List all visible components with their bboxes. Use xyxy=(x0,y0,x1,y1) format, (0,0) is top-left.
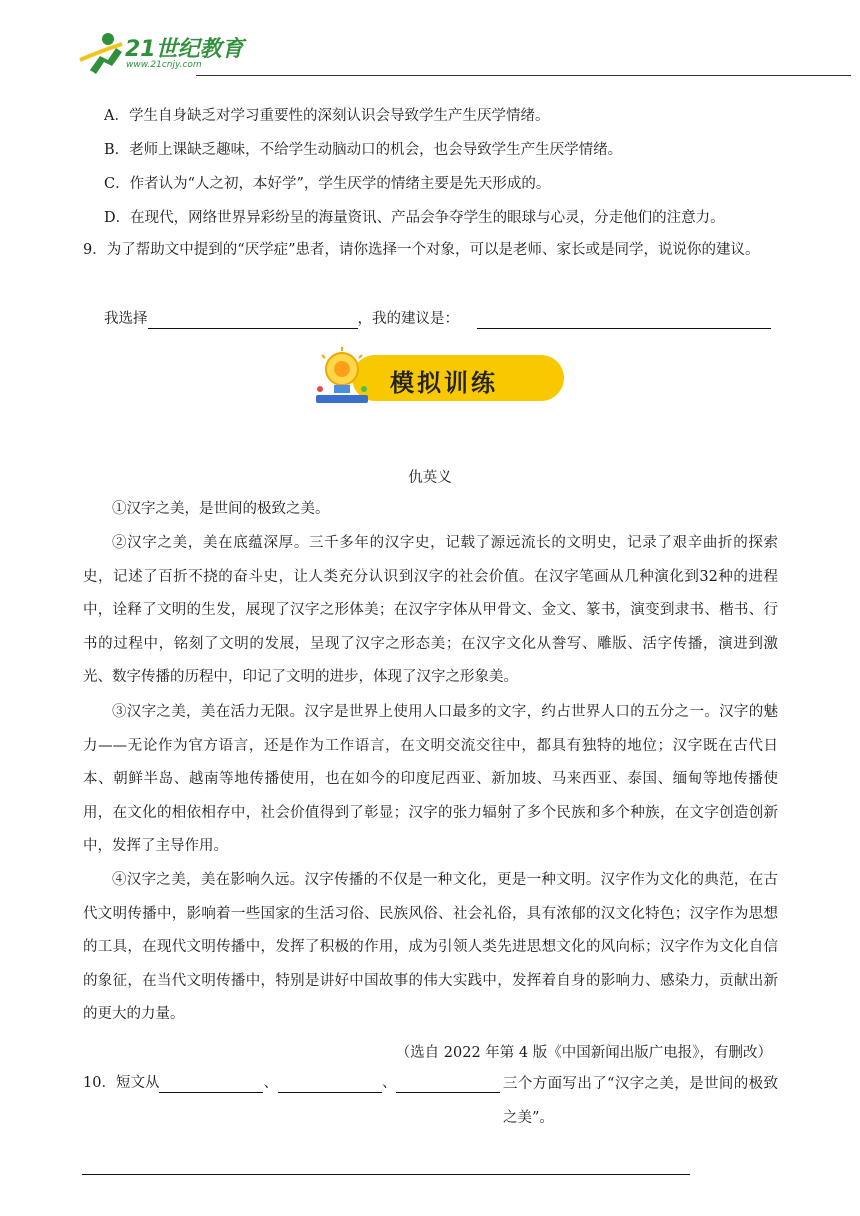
paragraph-3: ③汉字之美，美在活力无限。汉字是世界上使用人口最多的文字，约占世界人口的五分之一。汉字的魅力——无论作为官方语言，还是作为工作语言，在文明交流交往中，都具有独特的地位；汉字既在古代日本、朝鲜半岛、越南等地传播使用，也在如今的印度尼西亚、新加坡、马来西亚、泰国、缅甸等地传播使用，在文化的相依相存中，社会价值得到了彰显；汉字的张力辐射了多个民族和多个种族，在文字创造创新中，发挥了主导作用。 xyxy=(83,704,778,854)
q9-answer-line xyxy=(104,309,771,329)
question-9: 9．为了帮助文中提到的“厌学症”患者，请你选择一个对象，可以是老师、家长或是同学，说说你的建议。 xyxy=(83,242,760,258)
logo-url: www.21cnjy.com xyxy=(126,60,202,70)
choice-c: C．作者认为“人之初，本好学”，学生厌学的情绪主要是先天形成的。 xyxy=(104,176,551,192)
q10-suffix: 三个方面写出了“汉字之美，是世间的极致之美”。 xyxy=(503,1076,778,1126)
q9-suggest-blank[interactable] xyxy=(477,310,771,329)
article-source: （选自 2022 年第 4 版《中国新闻出版广电报》，有删改） xyxy=(395,1045,772,1061)
banner-title: 模拟训练 xyxy=(390,369,498,397)
logo-wordmark: 21世纪教育 xyxy=(125,37,244,62)
q10-blank-3[interactable] xyxy=(396,1074,500,1093)
q9-suggest-label: ，我的建议是： xyxy=(357,311,459,327)
choice-a: A．学生自身缺乏对学习重要性的深刻认识会导致学生产生厌学情绪。 xyxy=(104,108,550,124)
lightbulb-icon xyxy=(312,345,372,407)
paragraph-4: ④汉字之美，美在影响久远。汉字传播的不仅是一种文化，更是一种文明。汉字作为文化的典范，在古代文明传播中，影响着一些国家的生活习俗、民族风俗、社会礼俗，具有浓郁的汉文化特色；汉字作为思想的工具，在现代文明传播中，发挥了积极的作用，成为引领人类先进思想文化的风向标；汉字作为文化自信的象征，在当代文明传播中，特别是讲好中国故事的伟大实践中，发挥着自身的影响力、感染力，贡献出新的更大的力量。 xyxy=(83,872,778,1022)
q9-choose-label: 我选择 xyxy=(104,311,148,327)
choice-d: D．在现代，网络世界异彩纷呈的海量资讯、产品会争夺学生的眼球与心灵，分走他们的注意力。 xyxy=(104,210,725,226)
paragraph-2: ②汉字之美，美在底蕴深厚。三千多年的汉字史，记载了源远流长的文明史，记录了艰辛曲折的探索史，记述了百折不挠的奋斗史，让人类充分认识到汉字的社会价值。在汉字笔画从几种演化到32种的进程中，诠释了文明的生发，展现了汉字之形体美；在汉字字体从甲骨文、金文、篆书，演变到隶书、楷书、行书的过程中，铭刻了文明的发展，呈现了汉字之形态美；在汉字文化从誊写、雕版、活字传播，演进到激光、数字传播的历程中，印记了文明的进步，体现了汉字之形象美。 xyxy=(83,535,778,685)
header-divider xyxy=(196,75,851,76)
choice-b: B．老师上课缺乏趣味，不给学生动脑动口的机会，也会导致学生产生厌学情绪。 xyxy=(104,142,623,158)
question-10-line1 xyxy=(83,1073,500,1093)
q9-choose-blank[interactable] xyxy=(148,310,358,329)
article-author: 仇英义 xyxy=(408,470,452,486)
q10-sep-1: 、 xyxy=(263,1075,278,1091)
q10-blank-1[interactable] xyxy=(159,1074,263,1093)
q10-blank-2[interactable] xyxy=(278,1074,382,1093)
page-header xyxy=(78,30,778,78)
paragraph-1: ①汉字之美，是世间的极致之美。 xyxy=(112,501,330,517)
section-banner xyxy=(312,345,567,407)
answer-line[interactable] xyxy=(82,1174,690,1175)
q10-sep-2: 、 xyxy=(381,1075,397,1091)
q10-prefix: 10．短文从 xyxy=(83,1075,160,1091)
